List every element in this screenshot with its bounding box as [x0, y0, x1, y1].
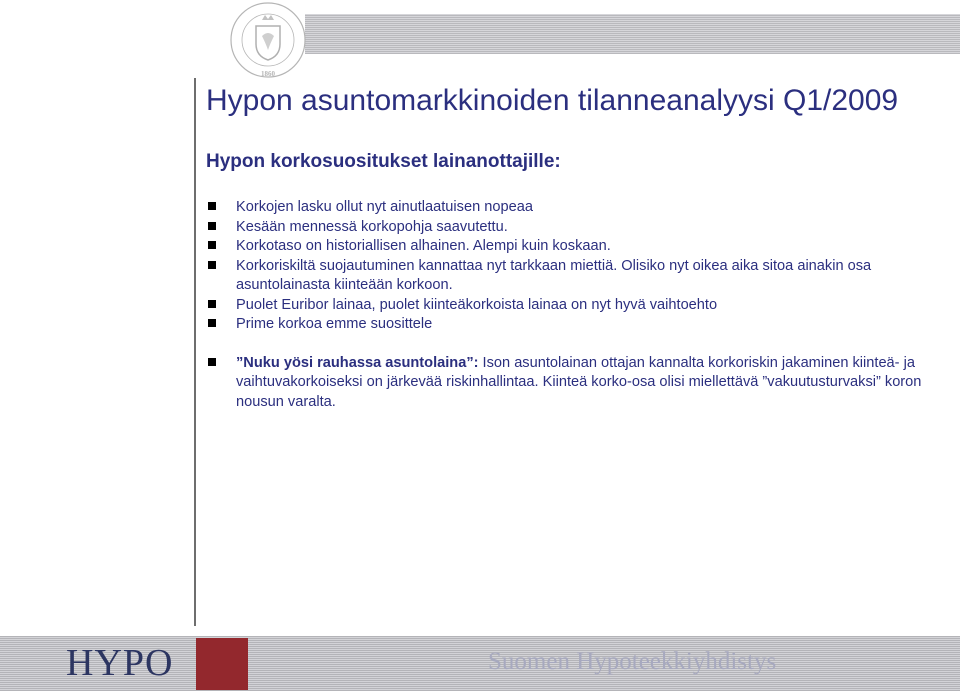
bullet-item: Korkoriskiltä suojautuminen kannattaa nyt tarkkaan miettiä. Olisiko nyt oikea aika sitoa ainakin osa asuntolainasta kiinteään korkoon.	[206, 257, 926, 296]
bullet-square-icon	[208, 202, 216, 210]
hypo-logo-square	[196, 638, 248, 690]
organization-name: Suomen Hypoteekkiyhdistys	[488, 648, 777, 675]
recommendation-text: Ison asuntolainan ottajan kannalta korkoriskin jakaminen kiinteä- ja vaihtuvakorkoiseksi on järkevää riskinhallintaa. Kiinteä korko-osa olisi miellettävä ”vakuutusturvaksi” koron nousun varalta.	[236, 354, 922, 410]
bullet-item: Korkojen lasku ollut nyt ainutlaatuisen nopeaa	[206, 198, 926, 218]
recommendation-heading: ”Nuku yösi rauhassa asuntolaina”:	[236, 354, 479, 371]
bullet-item-recommendation	[206, 354, 926, 413]
bullet-item: Korkotaso on historiallisen alhainen. Alempi kuin koskaan.	[206, 237, 926, 257]
seal-year: 1860	[261, 70, 275, 78]
hypo-logo-text: HYPO	[66, 642, 174, 684]
bullet-square-icon	[208, 222, 216, 230]
bullet-list	[206, 198, 926, 412]
bullet-item: Kesään mennessä korkopohja saavutettu.	[206, 218, 926, 238]
bullet-square-icon	[208, 319, 216, 327]
bullet-square-icon	[208, 358, 216, 366]
bullet-square-icon	[208, 300, 216, 308]
bullet-square-icon	[208, 261, 216, 269]
bullet-square-icon	[208, 241, 216, 249]
seal-logo-icon	[226, 0, 310, 80]
bullet-item: Puolet Euribor lainaa, puolet kiinteäkorkoista lainaa on nyt hyvä vaihtoehto	[206, 296, 926, 316]
slide-subtitle: Hypon korkosuositukset lainanottajille:	[206, 151, 561, 172]
header-band	[305, 14, 960, 54]
slide-title: Hypon asuntomarkkinoiden tilanneanalyysi Q1/2009	[206, 84, 899, 117]
bullet-item: Prime korkoa emme suosittele	[206, 315, 926, 335]
divider-line	[194, 78, 196, 626]
